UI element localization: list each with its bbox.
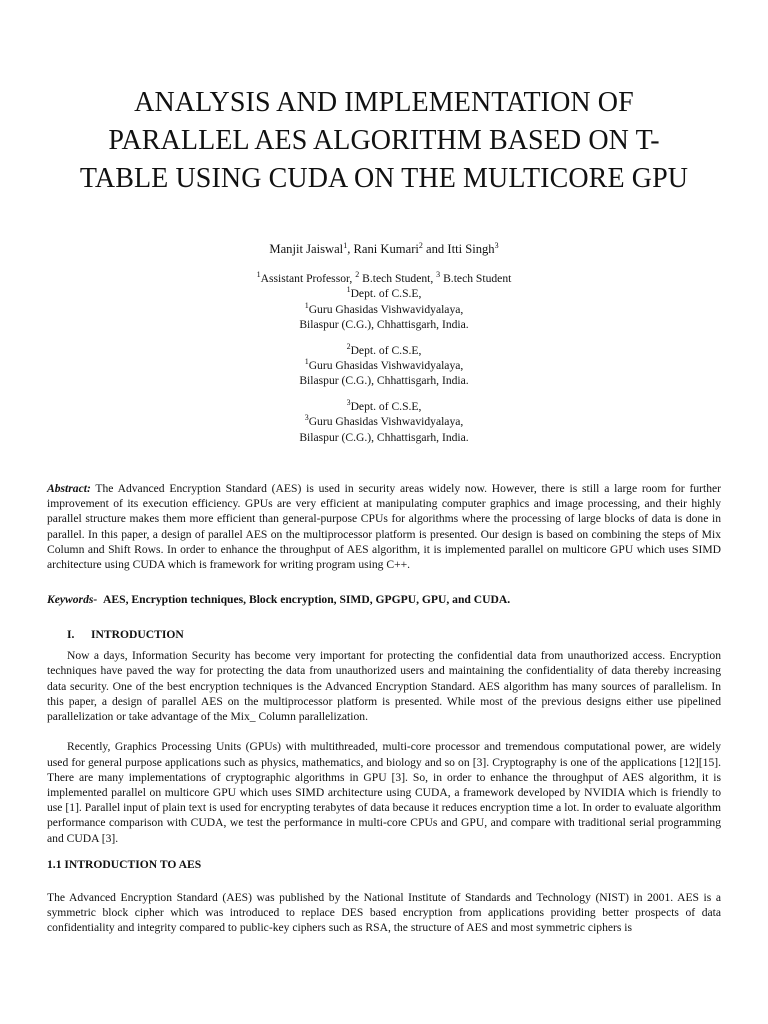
- affiliation-dept-text: Dept. of C.S.E,: [350, 287, 422, 301]
- paper-title: [47, 0, 721, 198]
- title-line: TABLE USING CUDA ON THE MULTICORE GPU: [79, 163, 689, 194]
- affiliation-univ-text: Guru Ghasidas Vishwavidyalaya,: [308, 359, 464, 373]
- intro-paragraph-2: Recently, Graphics Processing Units (GPUs) with multithreaded, multi-core processor and tremendous computational power, are widely used for general purpose applications such as physics, mathematics, and biology and so on [3]. Cryptography is one of the applications [12][15]. There are many implementations of cryptographic algorithms in GPU [3]. So, in order to enhance the throughput of AES algorithm, it is implemented parallel on multicore GPU which uses SIMD architecture using CUDA, a framework developed by NVIDIA which is friendly to use [1]. Parallel input of plain text is used for encrypting terabytes of data because it reduces encryption time a lot. In order to evaluate algorithm performance comparison with CUDA, we test the performance in multi-core CPUs and GPU, and compare with traditional serial programming and CUDA [3].: [47, 740, 721, 845]
- author-separator: ,: [347, 242, 354, 256]
- affiliation-dept: [47, 399, 721, 414]
- keywords: [47, 592, 721, 607]
- affiliation-sup: 2: [346, 341, 351, 351]
- affiliation-univ: [47, 358, 721, 373]
- author-list: [47, 241, 721, 257]
- section-heading-introduction: [47, 628, 721, 641]
- section-number: I.: [67, 628, 75, 642]
- subsection-heading-aes: 1.1 INTRODUCTION TO AES: [47, 857, 202, 871]
- author-name: Manjit Jaiswal: [269, 242, 344, 256]
- author-roles: [47, 271, 721, 286]
- author-sup: 3: [494, 240, 499, 250]
- affiliation-univ-text: Guru Ghasidas Vishwavidyalaya,: [308, 415, 464, 429]
- role-text: B.tech Student,: [359, 272, 437, 285]
- affiliation-place: Bilaspur (C.G.), Chhattisgarh, India.: [299, 318, 469, 332]
- title-line: PARALLEL AES ALGORITHM BASED ON T-: [108, 125, 660, 156]
- section-title: INTRODUCTION: [91, 628, 184, 642]
- keywords-label: Keywords-: [47, 593, 98, 607]
- author-separator: and: [422, 242, 448, 256]
- affiliation-dept: [47, 343, 721, 358]
- author-sup: 1: [343, 240, 348, 250]
- author-name: Itti Singh: [447, 242, 495, 256]
- title-line: ANALYSIS AND IMPLEMENTATION OF: [134, 87, 634, 118]
- role-sup: 1: [256, 270, 261, 280]
- role-text: B.tech Student: [440, 272, 512, 285]
- affiliation-sup: 1: [304, 357, 309, 367]
- abstract: [47, 481, 721, 572]
- aes-paragraph: The Advanced Encryption Standard (AES) was published by the National Institute of Standards and Technology (NIST) in 2001. AES is a symmetric block cipher which was introduced to replace DES based encryption from applications providing better prospects of data confidentiality and integrity compared to public-key ciphers such as RSA, the structure of AES and most symmetric ciphers is: [47, 890, 721, 935]
- intro-paragraph-1: Now a days, Information Security has become very important for protecting the confidential data from unauthorized access. Encryption techniques have paved the way for protecting the data from unauthorized users and maintaining the confidentiality of data thereby increasing data security. One of the best encryption techniques is the Advanced Encryption Standard. AES algorithm has many sources of parallelism. In this paper, a design of parallel AES on the multiprocessor platform is presented. While most of the previous designs either use pipelined parallelization or take advantage of the Mix_ Column parallelization.: [47, 649, 721, 724]
- author-sup: 2: [418, 240, 423, 250]
- affiliation-2: [47, 343, 721, 389]
- affiliation-3: [47, 399, 721, 445]
- affiliation-univ: [47, 414, 721, 429]
- affiliation-place: Bilaspur (C.G.), Chhattisgarh, India.: [299, 374, 469, 388]
- author-name: Rani Kumari: [353, 242, 419, 256]
- role-sup: 3: [436, 270, 441, 280]
- affiliation-sup: 1: [346, 285, 351, 295]
- affiliation-place: Bilaspur (C.G.), Chhattisgarh, India.: [299, 430, 469, 444]
- affiliation-univ-text: Guru Ghasidas Vishwavidyalaya,: [308, 302, 464, 316]
- affiliation-dept-text: Dept. of C.S.E,: [350, 343, 422, 357]
- keywords-text: AES, Encryption techniques, Block encryption, SIMD, GPGPU, GPU, and CUDA.: [103, 593, 511, 607]
- affiliation-univ: [47, 302, 721, 317]
- role-text: Assistant Professor,: [260, 272, 356, 285]
- affiliation-sup: 3: [304, 413, 309, 423]
- role-sup: 2: [355, 270, 360, 280]
- affiliation-sup: 3: [346, 397, 351, 407]
- affiliation-dept: [47, 286, 721, 301]
- affiliation-sup: 1: [304, 300, 309, 310]
- affiliation-dept-text: Dept. of C.S.E,: [350, 399, 422, 413]
- abstract-text: The Advanced Encryption Standard (AES) is used in security areas widely now. However, there is still a large room for further improvement of its execution efficiency. GPUs are very efficient at manipulating computer graphics and image processing, and their highly parallel structure makes them more efficient than general-purpose CPUs for algorithms where the processing of large blocks of data is done in parallel. In this paper, a design of parallel AES on the multiprocessor platform is presented. Our design is based on combining the steps of Mix Column and Shift Rows. In order to enhance the throughput of AES algorithm, it is implemented parallel on multicore GPU which uses SIMD architecture using CUDA which is framework for writing program using C++.: [47, 482, 721, 572]
- affiliation-1: [47, 286, 721, 332]
- abstract-label: Abstract:: [47, 482, 91, 496]
